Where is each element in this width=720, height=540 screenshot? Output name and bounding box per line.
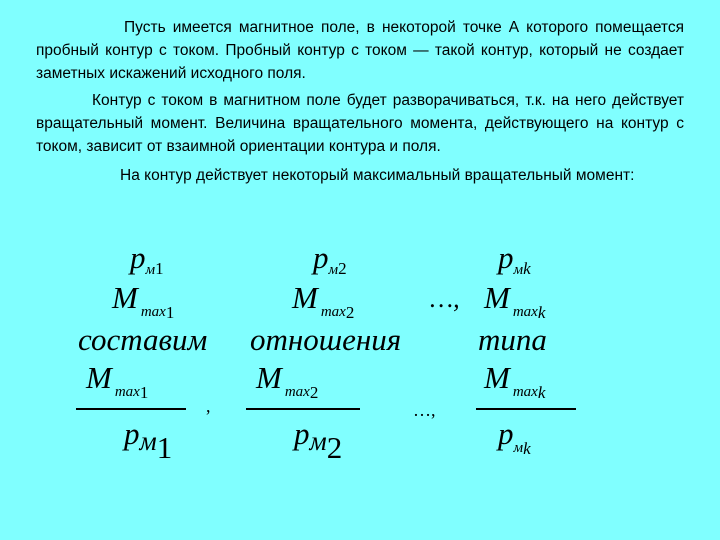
text-body	[36, 16, 684, 187]
fraction-2-denominator: pм2	[294, 416, 343, 465]
fraction-1-denominator: pм1	[124, 416, 173, 465]
m-max1: Mmax1	[112, 280, 175, 322]
paragraph-2: Контур с током в магнитном поле будет разворачиваться, т.к. на него действует вращательный момент. Величина вращательного момента, действующего на контур с током, зависит от взаимной ориентации контура и поля.	[36, 92, 684, 155]
m-maxk: Mmaxk	[484, 280, 546, 322]
fraction-1-line	[76, 408, 186, 410]
p-m1-top: pм1	[130, 240, 164, 278]
paragraph-1: Пусть имеется магнитное поле, в некоторой точке А которого помещается пробный контур с током. Пробный контур с током — такой контур, который не создает заметных искажений исходного поля.	[36, 19, 684, 82]
fraction-k-denominator: pмk	[498, 416, 531, 458]
paragraph-3: На контур действует некоторый максимальный вращательный момент:	[120, 167, 635, 184]
word-tipa: типа	[478, 322, 547, 357]
p-m2-top: pм2	[313, 240, 347, 278]
ellipsis-row: …,	[430, 284, 460, 313]
fraction-k-line	[476, 408, 576, 410]
fraction-2-line	[246, 408, 360, 410]
fraction-k-numerator: Mmaxk	[484, 360, 546, 402]
word-otnosheniya: отношения	[250, 322, 402, 357]
fraction-2-numerator: Mmax2	[256, 360, 319, 402]
fraction-1-numerator: Mmax1	[86, 360, 149, 402]
fraction-ellipsis: …,	[413, 400, 436, 420]
fraction-comma: ,	[206, 396, 211, 416]
word-sostavim: составим	[78, 322, 208, 357]
p-mk-top: pмk	[498, 240, 531, 278]
m-max2: Mmax2	[292, 280, 355, 322]
